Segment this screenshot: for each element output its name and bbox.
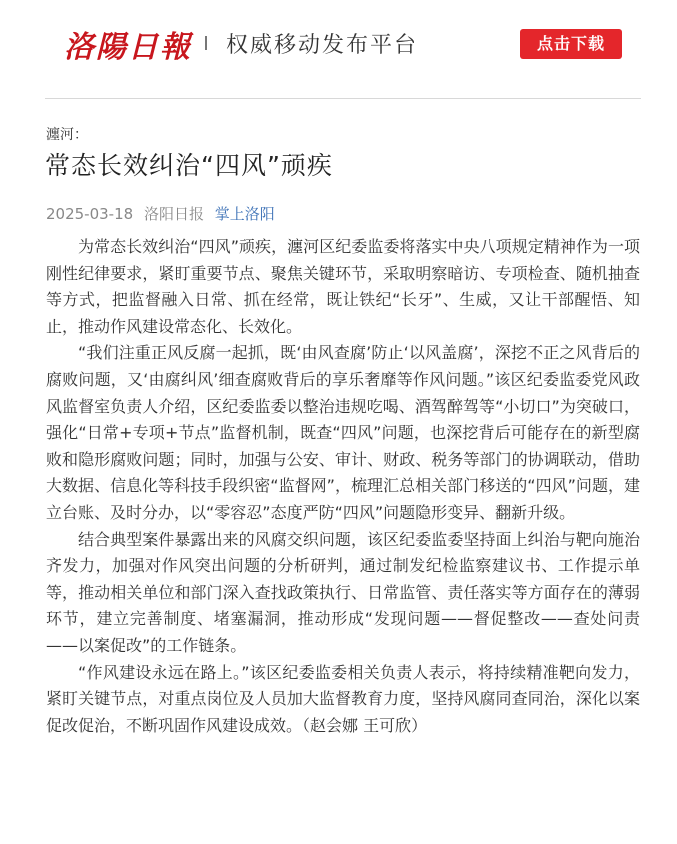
article-paragraph: 结合典型案件暴露出来的风腐交织问题，该区纪委监委坚持面上纠治与靶向施治齐发力，加强对作风突出问题的分析研判，通过制发纪检监察建议书、工作提示单等，推动相关单位和部门深入查找政策执行、日常监管、责任落实等方面存在的薄弱环节，建立完善制度、堵塞漏洞，推动形成“发现问题——督促整改——查处问责——以案促改”的工作链条。 [46,529,640,655]
header-separator [205,36,207,50]
header-divider [45,98,641,99]
article-meta [46,203,281,224]
article-title: 常态长效纠治“四风”顽疾 [45,151,333,180]
article-kicker: 瀍河： [46,127,88,143]
article-body [46,234,640,739]
article-paragraph: “我们注重正风反腐一起抓，既‘由风查腐’防止‘以风盖腐’，深挖不正之风背后的腐败问题，又‘由腐纠风’细查腐败背后的享乐奢靡等作风问题。”该区纪委监委党风政风监督室负责人介绍，区纪委监委以整治违规吃喝、酒驾醉驾等“小切口”为突破口，强化“日常+专项+节点”监督机制，既查“四风”问题，也深挖背后可能存在的新型腐败和隐形腐败问题；同时，加强与公安、审计、财政、税务等部门的协调联动，借助大数据、信息化等科技手段织密“监督网”，梳理汇总相关部门移送的“四风”问题，建立台账、及时分办，以“零容忍”态度严防“四风”问题隐形变异、翻新升级。 [46,343,640,522]
channel-link[interactable]: 掌上洛阳 [214,205,275,223]
article-paragraph: 为常态长效纠治“四风”顽疾，瀍河区纪委监委将落实中央八项规定精神作为一项刚性纪律要求，紧盯重要节点、聚焦关键环节，采取明察暗访、专项检查、随机抽查等方式，把监督融入日常、抓在经常，既让铁纪“长牙”、生威，又让干部醒悟、知止，推动作风建设常态化、长效化。 [46,237,640,336]
article-paragraph: “作风建设永远在路上。”该区纪委监委相关负责人表示，将持续精准靶向发力，紧盯关键节点，对重点岗位及人员加大监督教育力度，坚持风腐同查同治，深化以案促改促治，不断巩固作风建设成效。（赵会娜 王可欣） [46,662,640,735]
publish-date: 2025-03-18 [46,205,134,223]
app-header [0,0,677,92]
article-source: 洛阳日报 [143,205,204,223]
newspaper-logo[interactable]: 洛陽日報 [64,30,192,65]
download-button[interactable]: 点击下载 [520,29,622,59]
platform-slogan: 权威移动发布平台 [226,33,419,58]
